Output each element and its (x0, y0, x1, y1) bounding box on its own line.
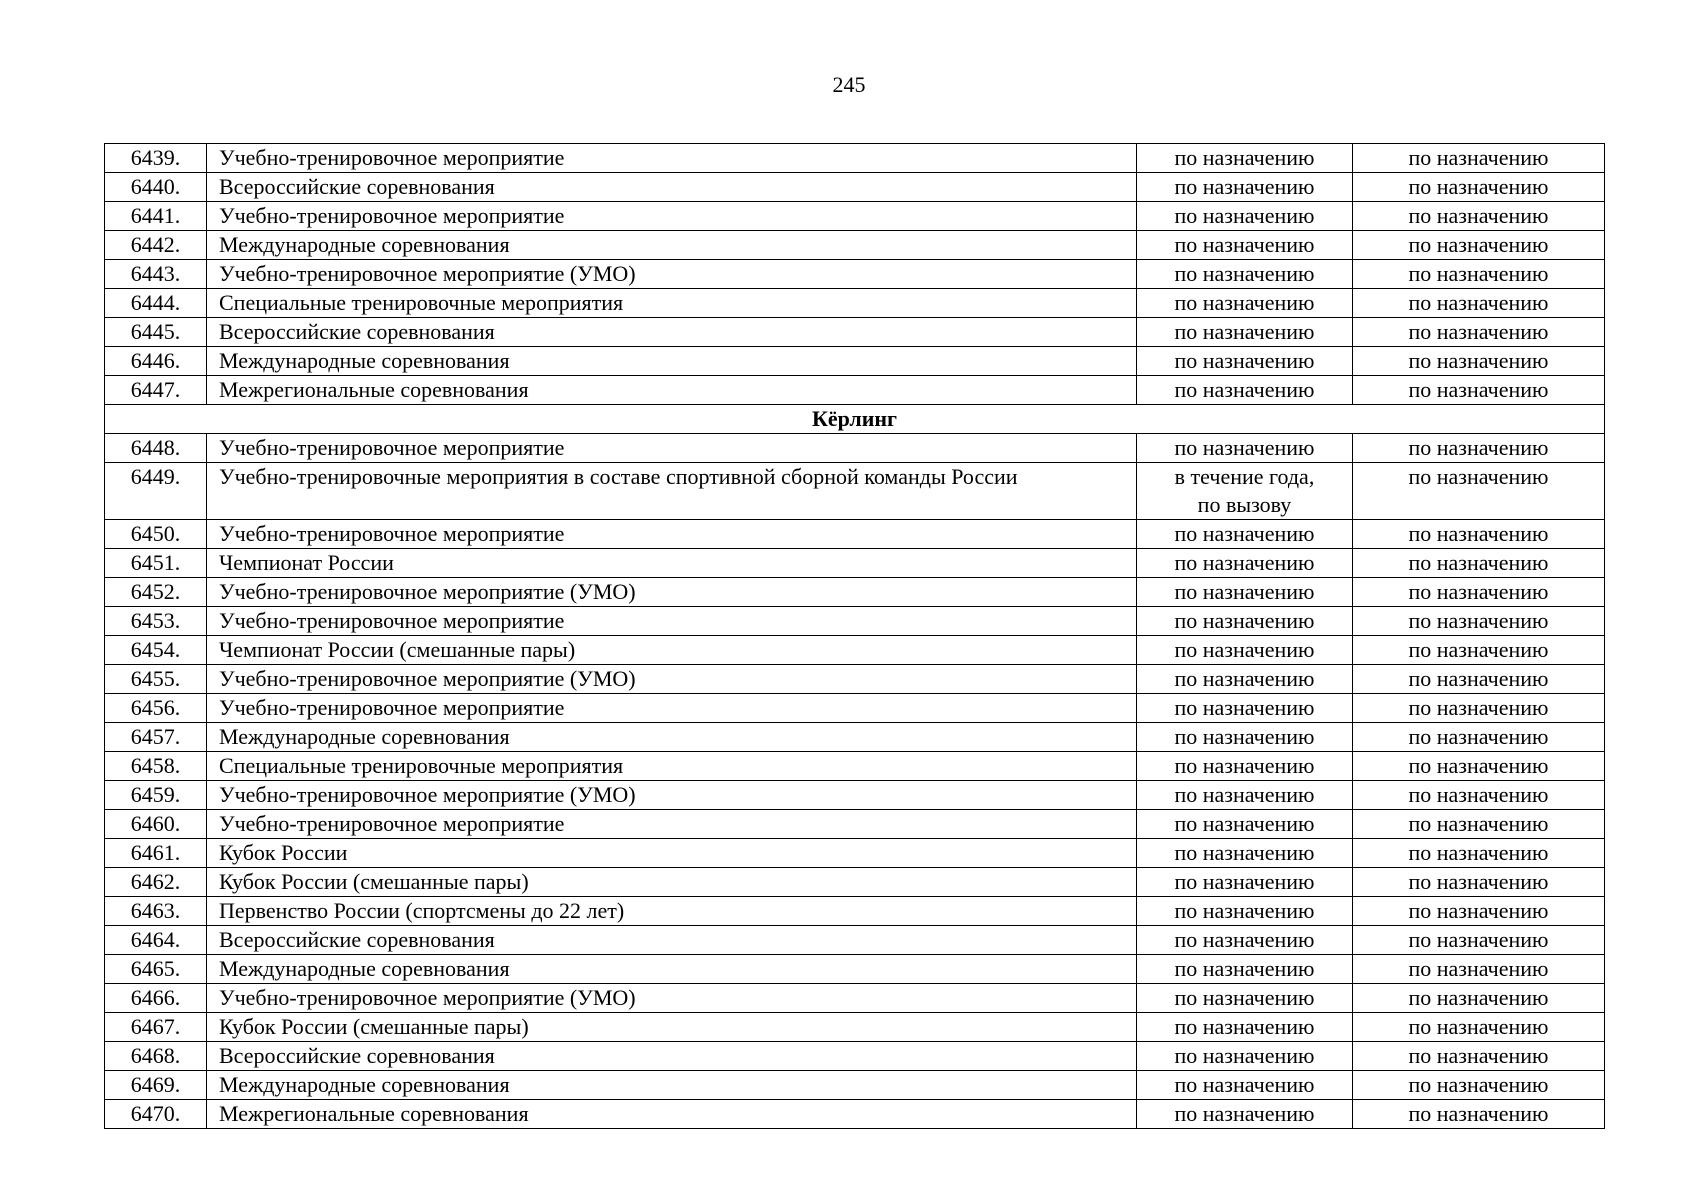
row-number: 6460. (105, 810, 207, 839)
event-place: по назначению (1353, 318, 1605, 347)
event-place: по назначению (1353, 926, 1605, 955)
table-row (105, 839, 1605, 868)
event-period: по назначению (1137, 723, 1353, 752)
event-period: по назначению (1137, 897, 1353, 926)
row-number: 6448. (105, 434, 207, 463)
event-name: Международные соревнования (207, 231, 1137, 260)
event-place: по назначению (1353, 810, 1605, 839)
row-number: 6442. (105, 231, 207, 260)
row-number: 6456. (105, 694, 207, 723)
event-period: по назначению (1137, 839, 1353, 868)
table-row (105, 636, 1605, 665)
event-name: Первенство России (спортсмены до 22 лет) (207, 897, 1137, 926)
event-period: по назначению (1137, 694, 1353, 723)
event-name: Учебно-тренировочное мероприятие (207, 694, 1137, 723)
row-number: 6451. (105, 549, 207, 578)
event-place: по назначению (1353, 1100, 1605, 1129)
table-row (105, 897, 1605, 926)
table-row (105, 549, 1605, 578)
event-name: Всероссийские соревнования (207, 173, 1137, 202)
event-place: по назначению (1353, 1042, 1605, 1071)
event-period (1137, 463, 1353, 520)
table-row (105, 202, 1605, 231)
event-place: по назначению (1353, 289, 1605, 318)
table-row (105, 868, 1605, 897)
table-row (105, 463, 1605, 520)
table-row (105, 1100, 1605, 1129)
event-name: Международные соревнования (207, 955, 1137, 984)
row-number: 6452. (105, 578, 207, 607)
event-name: Учебно-тренировочное мероприятие (207, 607, 1137, 636)
event-period: по назначению (1137, 1071, 1353, 1100)
table-row (105, 1013, 1605, 1042)
table-row (105, 231, 1605, 260)
event-name: Чемпионат России (смешанные пары) (207, 636, 1137, 665)
event-period: по назначению (1137, 260, 1353, 289)
table-row (105, 926, 1605, 955)
event-name: Специальные тренировочные мероприятия (207, 752, 1137, 781)
row-number: 6447. (105, 376, 207, 405)
event-name: Учебно-тренировочное мероприятие (УМО) (207, 984, 1137, 1013)
event-place: по назначению (1353, 723, 1605, 752)
event-place: по назначению (1353, 1071, 1605, 1100)
row-number: 6464. (105, 926, 207, 955)
event-name: Чемпионат России (207, 549, 1137, 578)
table-row (105, 665, 1605, 694)
row-number: 6459. (105, 781, 207, 810)
events-table-body (105, 144, 1605, 1129)
event-period: по назначению (1137, 289, 1353, 318)
event-place: по назначению (1353, 202, 1605, 231)
event-period: по назначению (1137, 1013, 1353, 1042)
event-period: по назначению (1137, 376, 1353, 405)
section-title: Кёрлинг (105, 405, 1605, 434)
table-row (105, 260, 1605, 289)
event-period: по назначению (1137, 347, 1353, 376)
event-place: по назначению (1353, 260, 1605, 289)
event-period: по назначению (1137, 752, 1353, 781)
table-row (105, 289, 1605, 318)
table-row (105, 955, 1605, 984)
event-period: по назначению (1137, 173, 1353, 202)
row-number: 6458. (105, 752, 207, 781)
row-number: 6444. (105, 289, 207, 318)
event-name: Учебно-тренировочное мероприятие (207, 520, 1137, 549)
event-place: по назначению (1353, 549, 1605, 578)
row-number: 6450. (105, 520, 207, 549)
table-row (105, 376, 1605, 405)
event-name: Специальные тренировочные мероприятия (207, 289, 1137, 318)
table-row (105, 520, 1605, 549)
section-header-row (105, 405, 1605, 434)
event-period: по назначению (1137, 202, 1353, 231)
row-number: 6470. (105, 1100, 207, 1129)
row-number: 6446. (105, 347, 207, 376)
event-name: Кубок России (207, 839, 1137, 868)
row-number: 6469. (105, 1071, 207, 1100)
event-name: Учебно-тренировочное мероприятие (207, 202, 1137, 231)
event-name: Учебно-тренировочное мероприятие (УМО) (207, 578, 1137, 607)
row-number: 6463. (105, 897, 207, 926)
event-period: по назначению (1137, 520, 1353, 549)
event-period: по назначению (1137, 781, 1353, 810)
event-name: Учебно-тренировочное мероприятие (207, 434, 1137, 463)
table-row (105, 434, 1605, 463)
table-row (105, 578, 1605, 607)
event-period: по назначению (1137, 984, 1353, 1013)
table-row (105, 723, 1605, 752)
event-place: по назначению (1353, 607, 1605, 636)
event-place: по назначению (1353, 868, 1605, 897)
row-number: 6455. (105, 665, 207, 694)
row-number: 6468. (105, 1042, 207, 1071)
event-period: по назначению (1137, 955, 1353, 984)
event-place: по назначению (1353, 520, 1605, 549)
event-name: Межрегиональные соревнования (207, 1100, 1137, 1129)
event-period: по назначению (1137, 1042, 1353, 1071)
row-number: 6439. (105, 144, 207, 173)
row-number: 6466. (105, 984, 207, 1013)
event-name: Учебно-тренировочные мероприятия в составе спортивной сборной команды России (207, 463, 1137, 520)
event-name: Учебно-тренировочное мероприятие (207, 810, 1137, 839)
event-period: по назначению (1137, 607, 1353, 636)
events-table (104, 143, 1605, 1129)
event-period: по назначению (1137, 1100, 1353, 1129)
event-period-line-1: в течение года, (1174, 464, 1315, 489)
event-period: по назначению (1137, 665, 1353, 694)
event-place: по назначению (1353, 578, 1605, 607)
event-period: по назначению (1137, 549, 1353, 578)
table-row (105, 781, 1605, 810)
event-name: Учебно-тренировочное мероприятие (УМО) (207, 665, 1137, 694)
event-period: по назначению (1137, 926, 1353, 955)
event-name: Учебно-тренировочное мероприятие (УМО) (207, 781, 1137, 810)
table-row (105, 1071, 1605, 1100)
event-period: по назначению (1137, 810, 1353, 839)
event-name: Кубок России (смешанные пары) (207, 1013, 1137, 1042)
table-row (105, 607, 1605, 636)
event-place: по назначению (1353, 173, 1605, 202)
table-row (105, 144, 1605, 173)
row-number: 6457. (105, 723, 207, 752)
event-place: по назначению (1353, 665, 1605, 694)
event-place: по назначению (1353, 839, 1605, 868)
event-name: Международные соревнования (207, 347, 1137, 376)
table-row (105, 752, 1605, 781)
row-number: 6449. (105, 463, 207, 520)
row-number: 6453. (105, 607, 207, 636)
event-place: по назначению (1353, 897, 1605, 926)
event-place: по назначению (1353, 463, 1605, 520)
event-name: Всероссийские соревнования (207, 1042, 1137, 1071)
table-row (105, 984, 1605, 1013)
table-row (105, 810, 1605, 839)
table-row (105, 694, 1605, 723)
event-name: Всероссийские соревнования (207, 318, 1137, 347)
event-period: по назначению (1137, 868, 1353, 897)
event-period: по назначению (1137, 144, 1353, 173)
event-period: по назначению (1137, 231, 1353, 260)
page-number: 245 (832, 72, 866, 97)
event-name: Международные соревнования (207, 1071, 1137, 1100)
event-period-line-2: по вызову (1197, 492, 1292, 517)
event-period: по назначению (1137, 434, 1353, 463)
event-name: Всероссийские соревнования (207, 926, 1137, 955)
row-number: 6462. (105, 868, 207, 897)
row-number: 6465. (105, 955, 207, 984)
event-name: Учебно-тренировочное мероприятие (207, 144, 1137, 173)
event-name: Межрегиональные соревнования (207, 376, 1137, 405)
row-number: 6461. (105, 839, 207, 868)
event-place: по назначению (1353, 636, 1605, 665)
event-place: по назначению (1353, 984, 1605, 1013)
row-number: 6454. (105, 636, 207, 665)
event-place: по назначению (1353, 752, 1605, 781)
event-period: по назначению (1137, 636, 1353, 665)
event-place: по назначению (1353, 434, 1605, 463)
table-row (105, 347, 1605, 376)
event-name: Учебно-тренировочное мероприятие (УМО) (207, 260, 1137, 289)
row-number: 6445. (105, 318, 207, 347)
row-number: 6441. (105, 202, 207, 231)
event-place: по назначению (1353, 144, 1605, 173)
row-number: 6467. (105, 1013, 207, 1042)
event-place: по назначению (1353, 347, 1605, 376)
event-name: Кубок России (смешанные пары) (207, 868, 1137, 897)
event-period: по назначению (1137, 318, 1353, 347)
event-place: по назначению (1353, 1013, 1605, 1042)
event-place: по назначению (1353, 231, 1605, 260)
event-place: по назначению (1353, 955, 1605, 984)
table-row (105, 173, 1605, 202)
table-row (105, 318, 1605, 347)
event-period: по назначению (1137, 578, 1353, 607)
event-place: по назначению (1353, 781, 1605, 810)
row-number: 6440. (105, 173, 207, 202)
table-row (105, 1042, 1605, 1071)
event-place: по назначению (1353, 694, 1605, 723)
row-number: 6443. (105, 260, 207, 289)
event-name: Международные соревнования (207, 723, 1137, 752)
event-place: по назначению (1353, 376, 1605, 405)
